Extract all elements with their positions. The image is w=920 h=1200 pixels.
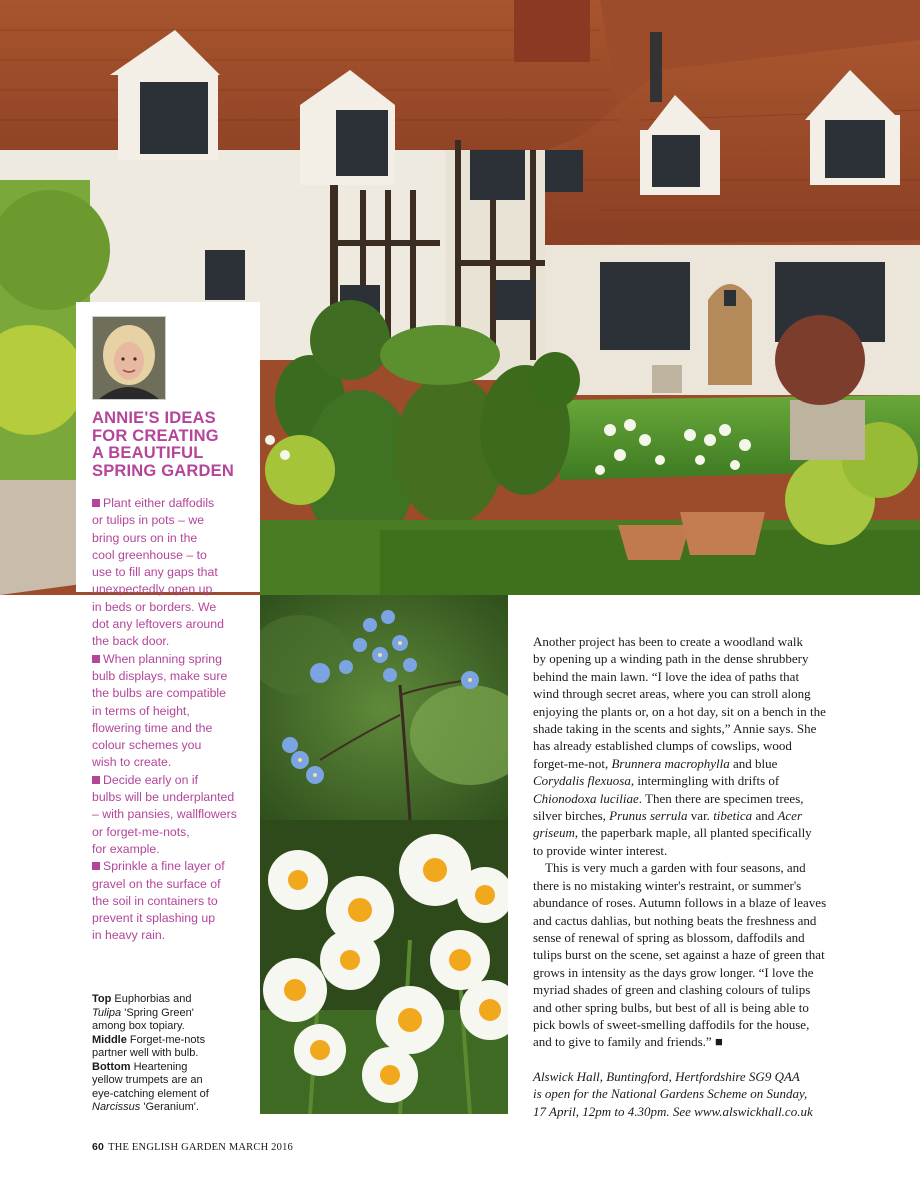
tip-text: in heavy rain. — [92, 928, 166, 943]
caption-text: Narcissus — [92, 1101, 141, 1113]
tip-text: bring ours on in the — [92, 530, 198, 545]
tip-text: dot any leftovers around — [92, 617, 224, 632]
caption-text: Forget-me-nots — [129, 1033, 206, 1046]
tips-list — [92, 495, 257, 945]
tip-text: Plant either daffodils — [103, 496, 215, 510]
author-portrait — [92, 316, 166, 400]
tip-text: the back door. — [92, 634, 170, 649]
caption-text: Heartening — [133, 1060, 188, 1073]
plant-name: griseum — [533, 825, 575, 841]
body-text-run: . Then there are specimen trees, — [638, 790, 804, 806]
tip-text: or forget-me-nots, — [92, 824, 190, 839]
caption-text: Tulipa — [92, 1006, 122, 1019]
article-body — [533, 633, 839, 1051]
body-line: behind the main lawn. “I love the idea of paths that — [533, 668, 800, 684]
body-text-run: , intermingling with drifts of — [630, 773, 780, 789]
plant-name: Corydalis flexuosa — [533, 773, 631, 789]
tip-item — [92, 495, 257, 651]
caption-text: among box topiary. — [92, 1020, 185, 1032]
plant-name: Brunnera macrophylla — [611, 755, 730, 771]
sidebar-heading-line: ANNIE'S IDEAS — [92, 409, 216, 427]
tip-item — [92, 651, 257, 772]
body-line: tulips burst on the scene, set against a haze of green that — [533, 947, 825, 963]
body-line: pick bowls of sweet-smelling daffodils for the house, — [533, 1016, 810, 1032]
publication-line: THE ENGLISH GARDEN MARCH 2016 — [108, 1142, 293, 1153]
plant-name: tibetica — [713, 808, 753, 824]
caption-text: eye-catching element of — [92, 1087, 209, 1100]
tip-text: prevent it splashing up — [92, 911, 216, 926]
body-line: grows in intensity as the days grow longer. “I love the — [533, 964, 814, 980]
narcissus-photo — [260, 820, 508, 1114]
visiting-info-line: 17 April, 12pm to 4.30pm. See www.alswickhall.co.uk — [533, 1103, 813, 1119]
body-line: shade taking in the scents and sights,” Annie says. She — [533, 721, 817, 737]
visiting-info-line: Alswick Hall, Buntingford, Hertfordshire SG9 QAA — [533, 1069, 800, 1084]
body-line: there is no mistaking winter's restraint, or summer's — [533, 877, 802, 893]
forget-me-not-photo — [260, 595, 508, 820]
caption-label: Middle — [92, 1033, 127, 1046]
caption-label: Top — [92, 993, 112, 1005]
caption-text: yellow trumpets are an — [92, 1074, 203, 1086]
tip-text: When planning spring — [103, 651, 222, 666]
tip-text: in terms of height, — [92, 703, 190, 718]
plant-name: Prunus serrula — [609, 808, 688, 824]
tip-text: for example. — [92, 841, 160, 856]
body-line: wind through secret areas, where you can stroll along — [533, 686, 811, 702]
tip-text: use to fill any gaps that — [92, 565, 218, 580]
tip-text: wish to create. — [92, 755, 172, 770]
body-text-run: and blue — [729, 755, 778, 771]
caption-text: Euphorbias and — [114, 993, 192, 1005]
tip-text: Sprinkle a fine layer of — [103, 859, 225, 874]
body-line: Another project has been to create a woodland walk — [533, 634, 804, 649]
tip-text: Decide early on if — [103, 772, 199, 787]
body-text-run: forget-me-not, — [533, 755, 612, 771]
tip-text: or tulips in pots – we — [92, 513, 205, 528]
tip-text: bulb displays, make sure — [92, 668, 228, 683]
bullet-square-icon — [92, 499, 100, 507]
tip-text: bulbs will be underplanted — [92, 790, 235, 805]
plant-name: Acer — [777, 808, 803, 824]
plant-name: Chionodoxa luciliae — [533, 790, 639, 806]
tip-item — [92, 772, 257, 858]
caption-text: 'Spring Green' — [124, 1006, 194, 1019]
body-text-run: and — [752, 808, 778, 824]
tip-text: flowering time and the — [92, 720, 213, 735]
body-line: and to give to family and friends.” ■ — [533, 1034, 723, 1050]
tip-text: the soil in containers to — [92, 893, 218, 908]
body-line: by opening up a winding path in the dense shrubbery — [533, 651, 809, 667]
body-line: enjoying the plants or, on a hot day, sit on a bench in the — [533, 703, 826, 719]
body-line: to provide winter interest. — [533, 842, 668, 858]
bullet-square-icon — [92, 776, 100, 784]
body-line: This is very much a garden with four seasons, and — [545, 860, 806, 876]
tip-text: cool greenhouse – to — [92, 547, 207, 562]
visiting-info-line: is open for the National Gardens Scheme on Sunday, — [533, 1086, 808, 1102]
bullet-square-icon — [92, 655, 100, 663]
body-line: has already established clumps of cowslips, wood — [533, 738, 792, 754]
photo-captions — [92, 993, 242, 1115]
body-line: abundance of roses. Autumn follows in a blaze of leaves — [533, 895, 827, 911]
tip-text: the bulbs are compatible — [92, 686, 226, 701]
body-line: and cactus dahlias, but nothing beats the freshness and — [533, 912, 817, 928]
sidebar-heading-line: FOR CREATING — [92, 426, 219, 445]
tip-text: in beds or borders. We — [92, 599, 217, 614]
caption-text: 'Geranium'. — [143, 1101, 199, 1113]
sidebar-heading-line: SPRING GARDEN — [92, 461, 234, 480]
tip-text: gravel on the surface of — [92, 876, 221, 891]
caption-label: Bottom — [92, 1060, 131, 1073]
sidebar-heading-line: A BEAUTIFUL — [92, 444, 204, 462]
body-line: sense of renewal of spring as blossom, daffodils and — [533, 929, 805, 945]
body-text-run: var. — [687, 808, 714, 824]
tip-text: – with pansies, wallflowers — [92, 807, 237, 822]
page-number: 60 — [92, 1141, 105, 1153]
body-line: myriad shades of green and clashing colours of tulips — [533, 982, 811, 998]
tip-text: colour schemes you — [92, 738, 202, 753]
tip-item — [92, 858, 257, 944]
body-line: and other spring bulbs, but best of all is being able to — [533, 999, 809, 1015]
caption-text: partner well with bulb. — [92, 1047, 199, 1059]
visiting-info — [533, 1068, 843, 1120]
body-text-run: silver birches, — [533, 808, 610, 824]
page-footer — [92, 1141, 293, 1153]
bullet-square-icon — [92, 862, 100, 870]
sidebar-heading — [92, 410, 257, 480]
tip-text: unexpectedly open up — [92, 582, 213, 597]
body-text-run: , the paperbark maple, all planted specifically — [574, 825, 812, 841]
